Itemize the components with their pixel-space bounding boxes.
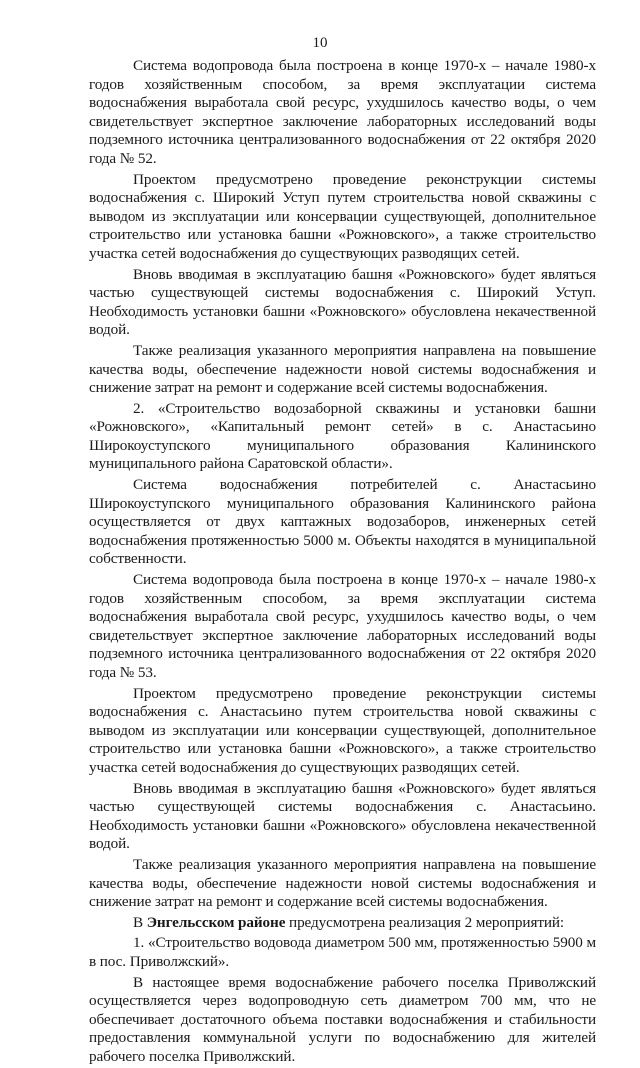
paragraph-12: 1. «Строительство водовода диаметром 500 мм, протяженностью 5900 м в пос. Приволжский». (89, 934, 596, 970)
page-number: 10 (312, 35, 328, 51)
paragraph-4: Также реализация указанного мероприятия направлена на повышение качества воды, обеспечение надежности новой системы водоснабжения и снижение затрат на ремонт и содержание всей системы водоснабжения. (89, 341, 596, 397)
district-name: Энгельсском районе (146, 913, 286, 931)
document-body (89, 57, 596, 1068)
paragraph-2: Проектом предусмотрено проведение реконструкции системы водоснабжения с. Широкий Уступ путем строительства новой скважины с выводом из эксплуатации или консервации существующей, дополнительное строительство или установка башни «Рожновского», а также строительство участка сетей водоснабжения до существующих разводящих сетей. (89, 170, 596, 262)
paragraph-9: Вновь вводимая в эксплуатацию башня «Рожновского» будет являться частью существующей системы водоснабжения с. Анастасьино. Необходимость установки башни «Рожновского» обусловлена некачественной водой. (89, 779, 596, 853)
paragraph-13: В настоящее время водоснабжение рабочего поселка Приволжский осуществляется через водопроводную сеть диаметром 700 мм, что не обеспечивает достаточного объема поставки водоснабжения и стабильности предоставления коммунальной услуги по водоснабжению для жителей рабочего поселка Приволжский. (89, 973, 596, 1065)
paragraph-3: Вновь вводимая в эксплуатацию башня «Рожновского» будет являться частью существующей системы водоснабжения с. Широкий Уступ. Необходимость установки башни «Рожновского» обусловлена некачественной водой. (89, 265, 596, 339)
paragraph-7: Система водопровода была построена в конце 1970-х – начале 1980-х годов хозяйственным способом, за время эксплуатации система водоснабжения выработала свой ресурс, ухудшилось качество воды, о чем свидетельствует экспертное заключение лабораторных исследований воды подземного источника централизованного водоснабжения от 22 октября 2020 года № 53. (89, 571, 596, 681)
paragraph-11 (89, 914, 596, 933)
paragraph-6: Система водоснабжения потребителей с. Анастасьино Широкоуступского муниципального образования Калининского района осуществляется от двух каптажных водозаборов, инженерных сетей водоснабжения протяженностью 5000 м. Объекты находятся в муниципальной собственности. (89, 476, 596, 568)
paragraph-10: Также реализация указанного мероприятия направлена на повышение качества воды, обеспечение надежности новой системы водоснабжения и снижение затрат на ремонт и содержание всей системы водоснабжения. (89, 855, 596, 911)
paragraph-11-suffix: предусмотрена реализация 2 мероприятий: (285, 913, 565, 931)
paragraph-8: Проектом предусмотрено проведение реконструкции системы водоснабжения с. Анастасьино путем строительства новой скважины с выводом из эксплуатации или консервации существующей, дополнительное строительство или установка башни «Рожновского», а также строительство участка сетей водоснабжения до существующих разводящих сетей. (89, 684, 596, 776)
paragraph-5: 2. «Строительство водозаборной скважины и установки башни «Рожновского», «Капитальный ремонт сетей» в с. Анастасьино Широкоуступского муниципального образования Калининского муниципального района Саратовской области». (89, 399, 596, 473)
paragraph-11-prefix: В (133, 913, 147, 931)
paragraph-1: Система водопровода была построена в конце 1970-х – начале 1980-х годов хозяйственным способом, за время эксплуатации система водоснабжения выработала свой ресурс, ухудшилось качество воды, о чем свидетельствует экспертное заключение лабораторных исследований воды подземного источника централизованного водоснабжения от 22 октября 2020 года № 52. (89, 57, 596, 167)
